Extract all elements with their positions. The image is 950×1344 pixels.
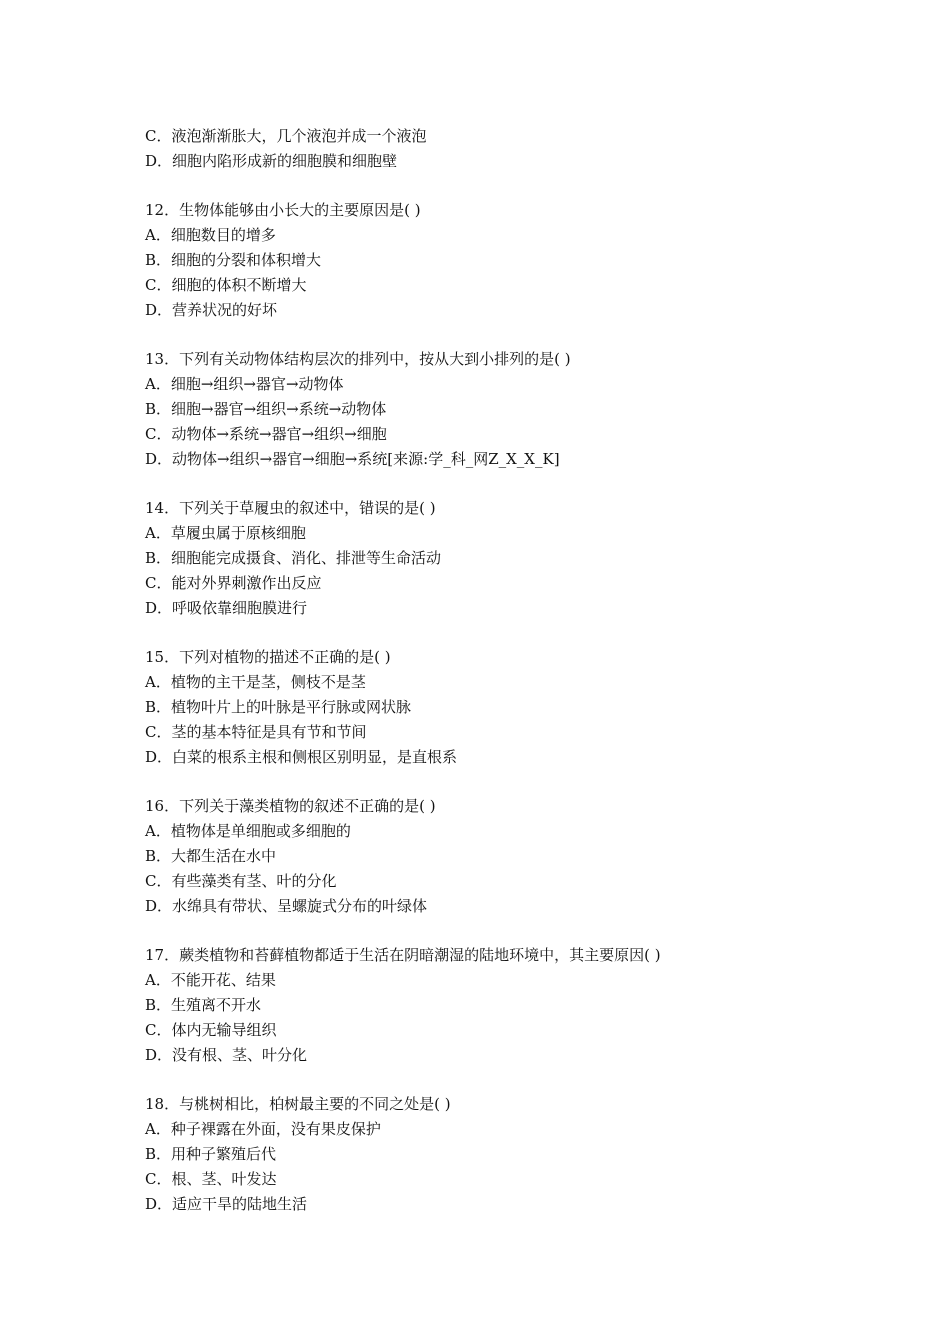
question-16	[145, 794, 865, 919]
option-d: D．适应干旱的陆地生活	[145, 1195, 308, 1213]
option-c: C．能对外界刺激作出反应	[145, 574, 322, 592]
question-stem: 12．生物体能够由小长大的主要原因是( )	[145, 201, 421, 219]
option-b: B．生殖离不开水	[145, 996, 262, 1014]
option-c: C．液泡渐渐胀大，几个液泡并成一个液泡	[145, 127, 427, 145]
question-list	[145, 124, 865, 1241]
option-c: C．茎的基本特征是具有节和节间	[145, 723, 367, 741]
option-d: D．水绵具有带状、呈螺旋式分布的叶绿体	[145, 897, 428, 915]
option-d: D．动物体→组织→器官→细胞→系统[来源:学_科_网Z_X_X_K]	[145, 450, 560, 468]
option-b: B．植物叶片上的叶脉是平行脉或网状脉	[145, 698, 412, 716]
continued-options	[145, 124, 865, 174]
option-b: B．用种子繁殖后代	[145, 1145, 277, 1163]
option-c: C．根、茎、叶发达	[145, 1170, 277, 1188]
question-stem: 16．下列关于藻类植物的叙述不正确的是( )	[145, 797, 436, 815]
option-c: C．细胞的体积不断增大	[145, 276, 307, 294]
question-stem: 14．下列关于草履虫的叙述中，错误的是( )	[145, 499, 436, 517]
question-13	[145, 347, 865, 472]
option-a: A．细胞数目的增多	[145, 226, 276, 244]
option-b: B．细胞能完成摄食、消化、排泄等生命活动	[145, 549, 442, 567]
question-stem: 18．与桃树相比，柏树最主要的不同之处是( )	[145, 1095, 451, 1113]
option-a: A．草履虫属于原核细胞	[145, 524, 306, 542]
option-d: D．营养状况的好坏	[145, 301, 278, 319]
question-18	[145, 1092, 865, 1217]
option-c: C．动物体→系统→器官→组织→细胞	[145, 425, 387, 443]
option-a: A．植物的主干是茎，侧枝不是茎	[145, 673, 366, 691]
question-17	[145, 943, 865, 1068]
question-stem: 13．下列有关动物体结构层次的排列中，按从大到小排列的是( )	[145, 350, 571, 368]
question-stem: 15．下列对植物的描述不正确的是( )	[145, 648, 391, 666]
option-d: D．呼吸依靠细胞膜进行	[145, 599, 308, 617]
option-a: A．种子裸露在外面，没有果皮保护	[145, 1120, 381, 1138]
question-14	[145, 496, 865, 621]
option-c: C．有些藻类有茎、叶的分化	[145, 872, 337, 890]
option-b: B．细胞→器官→组织→系统→动物体	[145, 400, 387, 418]
question-stem: 17．蕨类植物和苔藓植物都适于生活在阴暗潮湿的陆地环境中，其主要原因( )	[145, 946, 661, 964]
option-b: B．细胞的分裂和体积增大	[145, 251, 322, 269]
option-a: A．不能开花、结果	[145, 971, 276, 989]
option-d: D．没有根、茎、叶分化	[145, 1046, 308, 1064]
question-15	[145, 645, 865, 770]
option-a: A．细胞→组织→器官→动物体	[145, 375, 344, 393]
option-b: B．大都生活在水中	[145, 847, 277, 865]
question-12	[145, 198, 865, 323]
option-a: A．植物体是单细胞或多细胞的	[145, 822, 351, 840]
option-d: D．白菜的根系主根和侧根区别明显，是直根系	[145, 748, 458, 766]
option-d: D．细胞内陷形成新的细胞膜和细胞壁	[145, 152, 398, 170]
option-c: C．体内无输导组织	[145, 1021, 277, 1039]
